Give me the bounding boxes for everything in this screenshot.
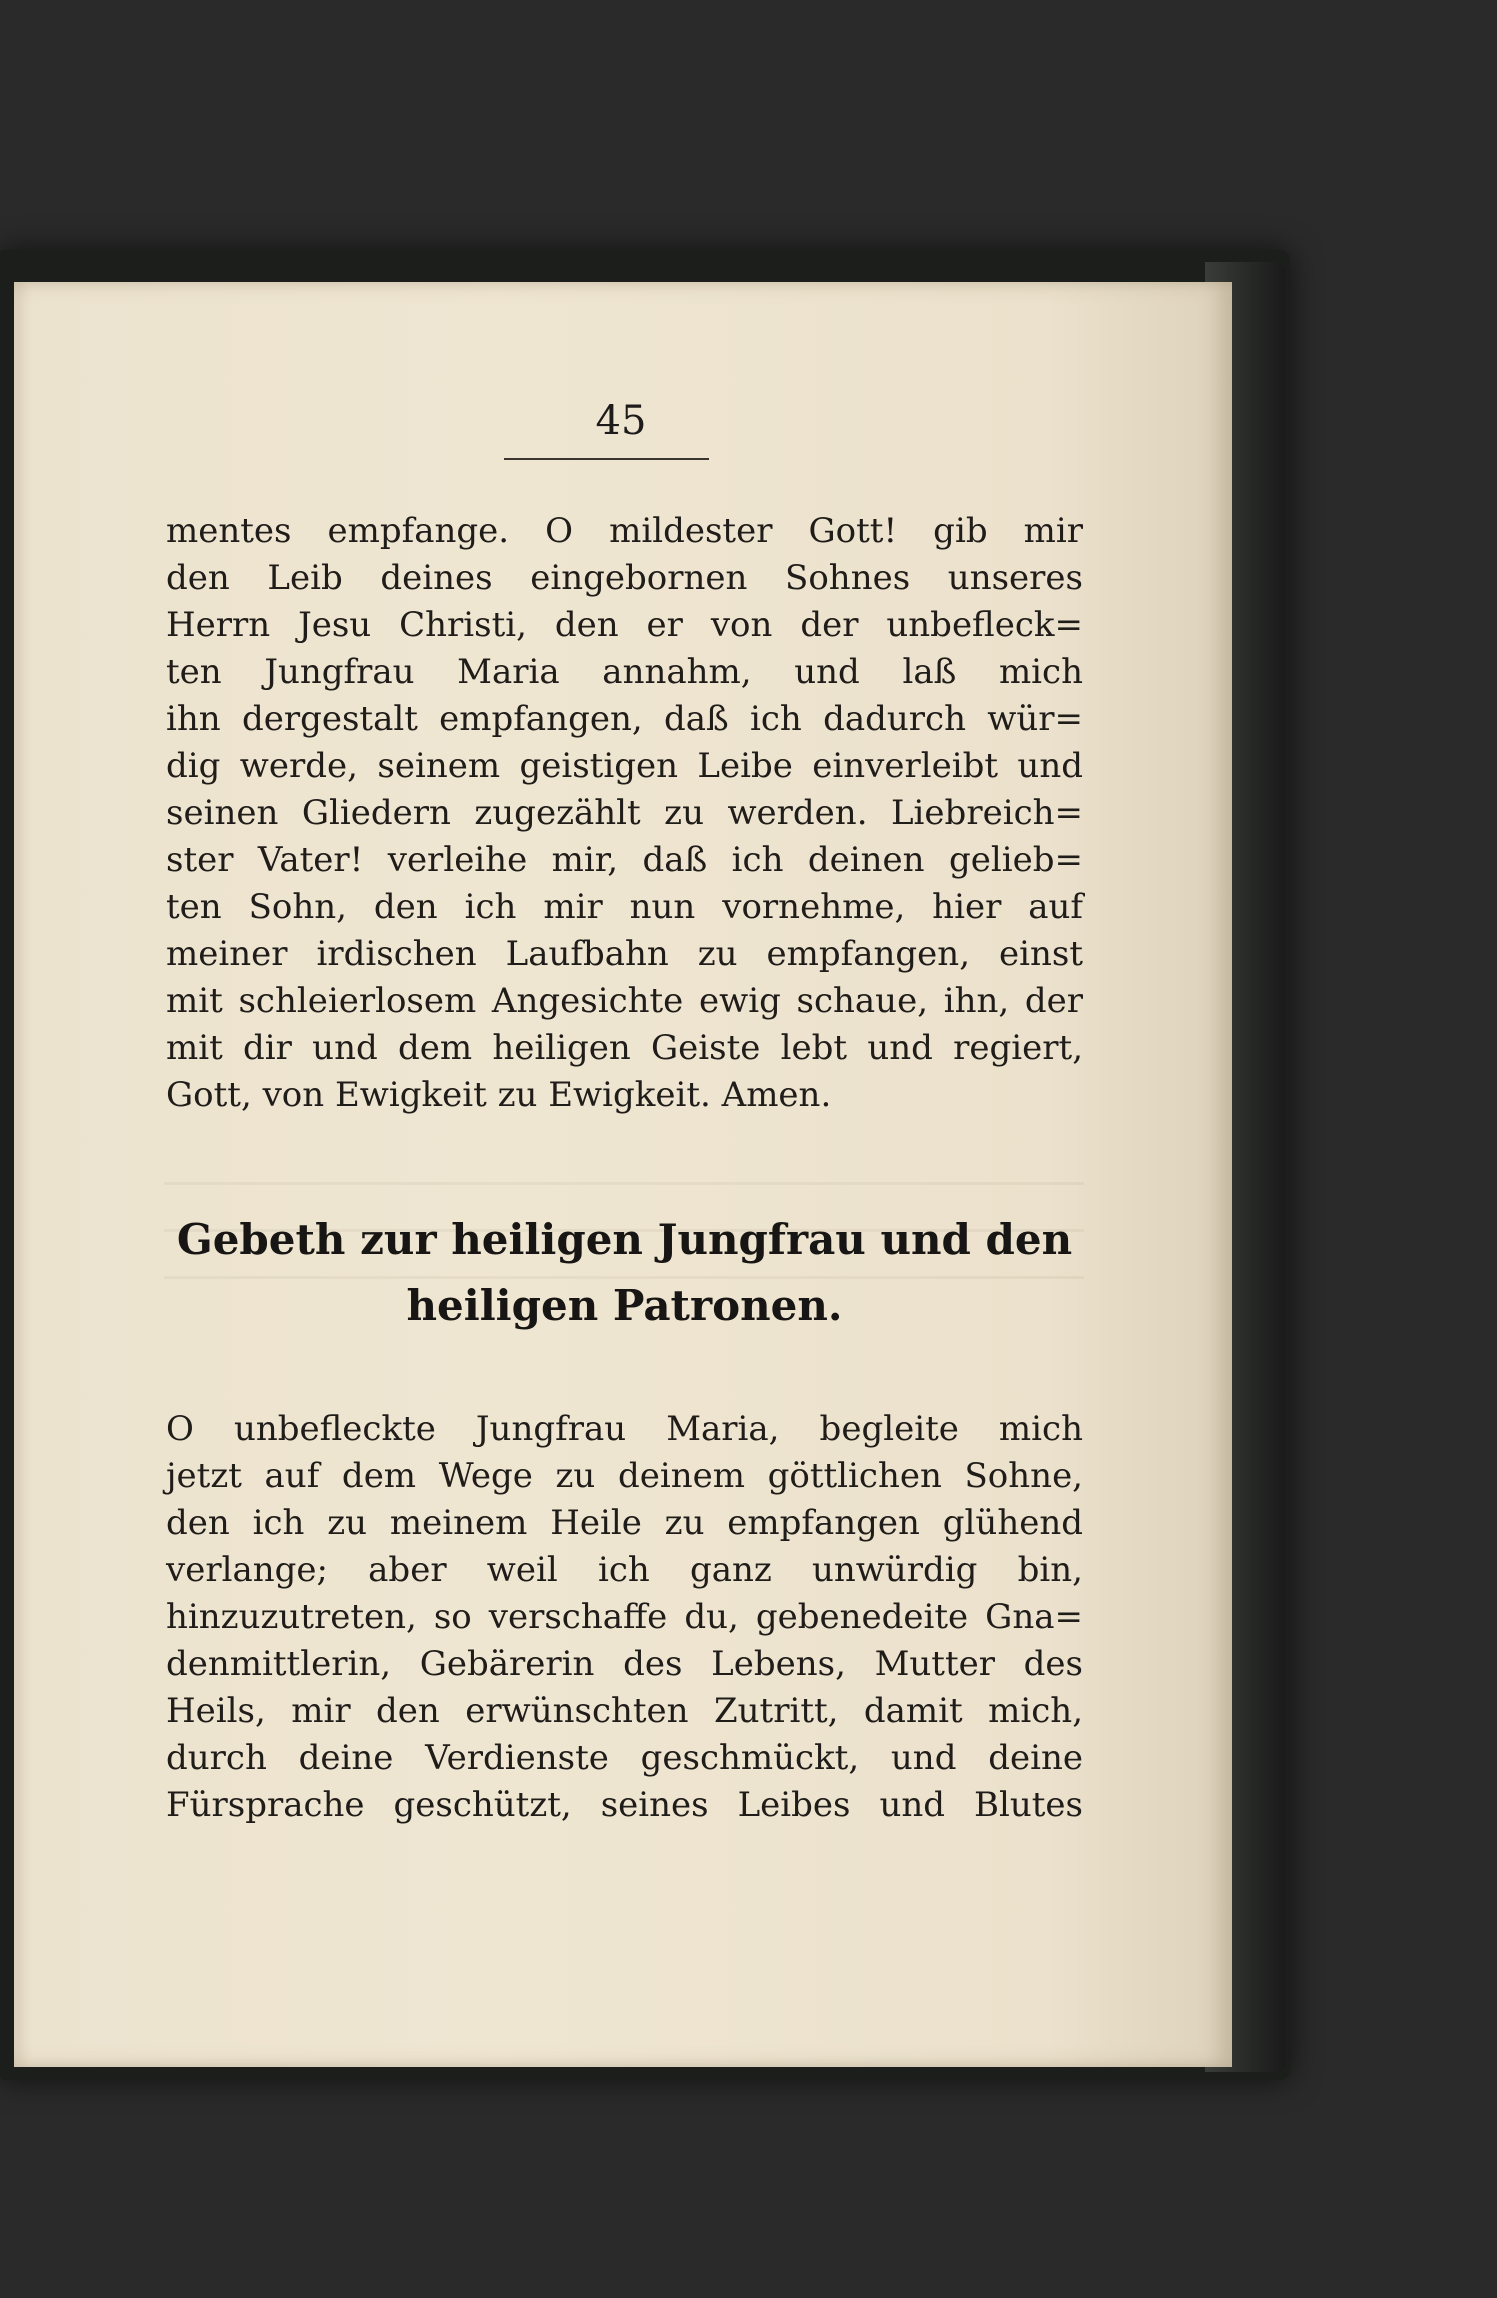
text-line: jetzt auf dem Wege zu deinem göttlichen Sohne, bbox=[166, 1456, 1083, 1496]
text-line: seinen Gliedern zugezählt zu werden. Liebreich= bbox=[166, 793, 1083, 833]
text-line: Heils, mir den erwünschten Zutritt, damit mich, bbox=[166, 1691, 1083, 1731]
text-line: mit schleierlosem Angesichte ewig schaue, ihn, der bbox=[166, 981, 1083, 1021]
text-line: Fürsprache geschützt, seines Leibes und Blutes bbox=[166, 1785, 1083, 1825]
text-line: O unbefleckte Jungfrau Maria, begleite mich bbox=[166, 1409, 1083, 1449]
text-line: ten Sohn, den ich mir nun vornehme, hier auf bbox=[166, 887, 1083, 927]
paragraph-1 bbox=[166, 508, 1083, 1119]
text-line: Herrn Jesu Christi, den er von der unbefleck= bbox=[166, 605, 1083, 645]
section-heading bbox=[166, 1207, 1083, 1339]
text-line: mentes empfange. O mildester Gott! gib mir bbox=[166, 511, 1083, 551]
book-page bbox=[14, 282, 1232, 2067]
text-line: ihn dergestalt empfangen, daß ich dadurch wür= bbox=[166, 699, 1083, 739]
header-rule bbox=[504, 458, 709, 460]
text-line: ten Jungfrau Maria annahm, und laß mich bbox=[166, 652, 1083, 692]
text-line: dig werde, seinem geistigen Leibe einverleibt und bbox=[166, 746, 1083, 786]
text-line: meiner irdischen Laufbahn zu empfangen, einst bbox=[166, 934, 1083, 974]
text-line: Gott, von Ewigkeit zu Ewigkeit. Amen. bbox=[166, 1075, 832, 1115]
heading-line: Gebeth zur heiligen Jungfrau und den bbox=[176, 1215, 1073, 1264]
text-line: denmittlerin, Gebärerin des Lebens, Mutter des bbox=[166, 1644, 1083, 1684]
text-line: ster Vater! verleihe mir, daß ich deinen gelieb= bbox=[166, 840, 1083, 880]
heading-line: heiligen Patronen. bbox=[406, 1281, 843, 1330]
text-line: verlange; aber weil ich ganz unwürdig bin, bbox=[166, 1550, 1083, 1590]
page-number: 45 bbox=[595, 398, 647, 444]
text-line: mit dir und dem heiligen Geiste lebt und regiert, bbox=[166, 1028, 1083, 1068]
text-line: den Leib deines eingebornen Sohnes unseres bbox=[166, 558, 1083, 598]
text-line: durch deine Verdienste geschmückt, und deine bbox=[166, 1738, 1083, 1778]
paragraph-2 bbox=[166, 1406, 1083, 1829]
text-line: den ich zu meinem Heile zu empfangen glühend bbox=[166, 1503, 1083, 1543]
text-line: hinzuzutreten, so verschaffe du, gebenedeite Gna= bbox=[166, 1597, 1083, 1637]
